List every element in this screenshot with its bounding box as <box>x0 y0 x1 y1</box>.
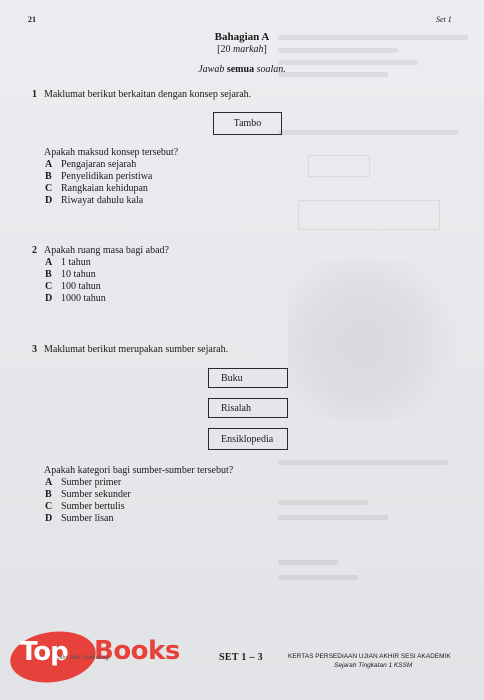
question-1-option-d[interactable]: D Riwayat dahulu kala <box>45 195 144 206</box>
question-3-option-b[interactable]: B Sumber sekunder <box>45 489 131 500</box>
question-2-stem: Apakah ruang masa bagi abad? <box>44 245 169 256</box>
question-1-number: 1 <box>32 89 37 100</box>
question-3-option-a[interactable]: A Sumber primer <box>45 477 122 488</box>
question-1-option-b[interactable]: B Penyelidikan peristiwa <box>45 171 153 182</box>
footer-series-title: KERTAS PERSEDIAAN UJIAN AKHIR SESI AKADEMIK <box>288 653 451 660</box>
question-3-prompt: Apakah kategori bagi sumber-sumber tersebut? <box>44 465 234 476</box>
page-number: 21 <box>28 15 36 24</box>
question-2-option-a[interactable]: A 1 tahun <box>45 257 91 268</box>
question-3-stem: Maklumat berikut merupakan sumber sejarah. <box>44 344 229 355</box>
set-label: Set 1 <box>436 15 452 24</box>
question-3-source-box-2: Risalah <box>208 398 288 418</box>
footer-set-range: SET 1 – 3 <box>219 652 263 663</box>
question-3-option-d[interactable]: D Sumber lisan <box>45 513 114 524</box>
question-2-option-b[interactable]: B 10 tahun <box>45 269 96 280</box>
question-2-option-d[interactable]: D 1000 tahun <box>45 293 106 304</box>
question-3-number: 3 <box>32 344 37 355</box>
logo-text-top: Top <box>20 637 68 667</box>
question-1-prompt: Apakah maksud konsep tersebut? <box>44 147 179 158</box>
question-1-stem: Maklumat berikut berkaitan dengan konsep sejarah. <box>44 89 252 100</box>
bleed-through <box>268 30 484 600</box>
question-3-source-box-3: Ensiklopedia <box>208 428 288 450</box>
question-2-number: 2 <box>32 245 37 256</box>
section-instruction: Jawab semua soalan. <box>198 64 286 75</box>
section-marks: [20 markah] <box>217 44 267 55</box>
question-3-source-box-1: Buku <box>208 368 288 388</box>
footer-subject: Sejarah Tingkatan 1 KSSM <box>334 662 413 669</box>
publisher-credit: Sdn. Bhd. Publishing <box>58 655 109 661</box>
question-1-source-box: Tambo <box>213 112 282 135</box>
question-1-option-a[interactable]: A Pengajaran sejarah <box>45 159 137 170</box>
question-3-option-c[interactable]: C Sumber bertulis <box>45 501 125 512</box>
question-2-option-c[interactable]: C 100 tahun <box>45 281 101 292</box>
logo-text-books: Books <box>94 636 180 666</box>
section-title: Bahagian A <box>214 31 270 43</box>
question-1-option-c[interactable]: C Rangkaian kehidupan <box>45 183 148 194</box>
